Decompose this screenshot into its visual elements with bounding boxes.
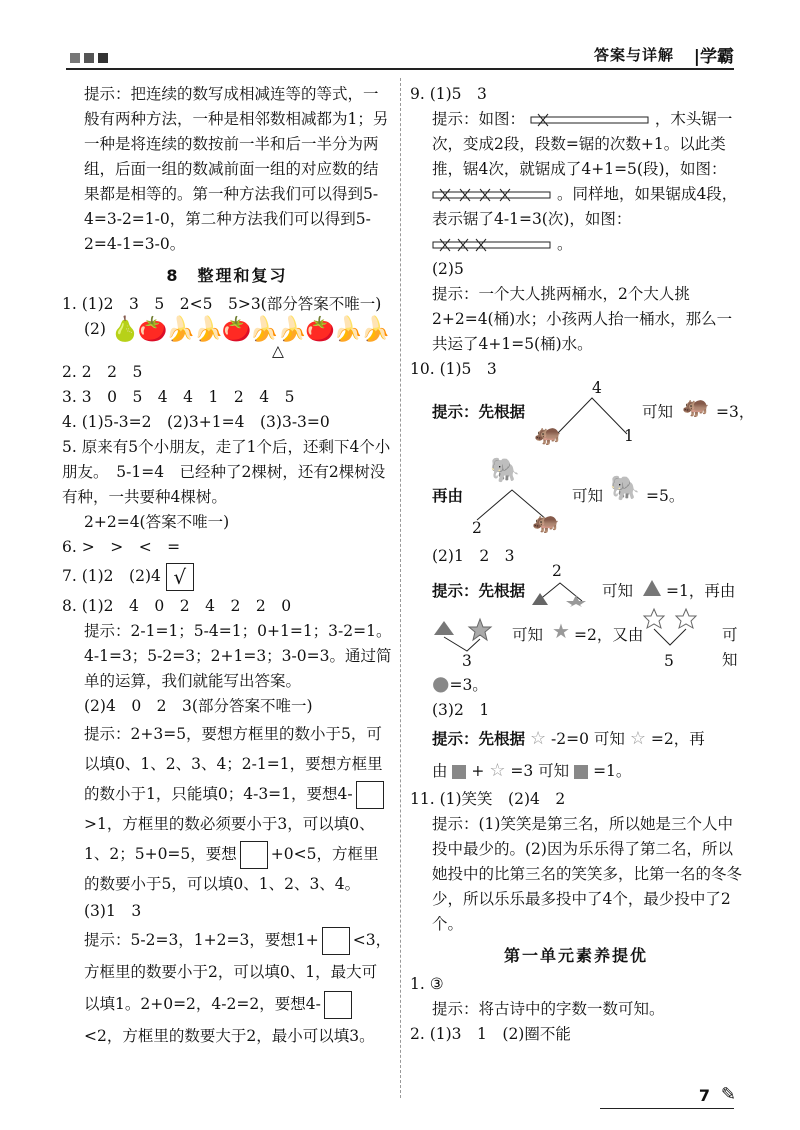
q10-hint3 (410, 723, 742, 787)
q1-line: 1. (1)2 3 5 2<5 5>3(部分答案不唯一) (62, 295, 382, 313)
q9-part2: (2)5 (432, 260, 464, 278)
triangle-icon (642, 579, 662, 597)
q8-hint3-b: <3，方框里的数要小于2，可以填0、1，最大可以填1。2+0=2，4-2=2，要想4- (84, 931, 392, 1013)
q4-line: 4. (1)5-3=2 (2)3+1=4 (3)3-3=0 (62, 413, 330, 431)
q10-hint3-d: 由 (432, 762, 448, 780)
q1-part2-label: (2) (84, 320, 106, 338)
s1-line: 1. ③ (410, 975, 444, 993)
q10-part3: (3)2 1 (432, 701, 490, 719)
star-icon: ☆ (489, 760, 506, 781)
q8-hint3-a: 提示：5-2=3，1+2=3，要想1+ (84, 931, 319, 949)
star-circle-split-icon (642, 607, 702, 651)
q8-hint2 (62, 719, 392, 899)
q10-num2: 2 (472, 519, 482, 537)
q9-hint1-b: ，木头锯一次，变成2段，段数=锯的次数+1。以此类推，锯4次，就锯成了4+1=5(段)，如图： (432, 110, 733, 178)
hippo-icon: 🦛 (532, 510, 560, 535)
answer-box (322, 927, 350, 955)
q1-fruits-row (62, 317, 392, 342)
answer-box (240, 841, 268, 869)
q8-hint2-c: +0<5，方框里的数要小于5，可以填0、1、2、3、4。 (84, 845, 379, 893)
q10-eq3: =3， (716, 403, 755, 421)
q9-hint1-d: 。 (556, 235, 573, 253)
wood-saw-4-image (432, 188, 552, 202)
q8-line: 8. (1)2 4 0 2 4 2 2 0 (62, 597, 292, 615)
header-decoration (70, 53, 108, 63)
q10-kz-3: 可知 (602, 582, 634, 600)
q10-kz-5: 可知 (722, 626, 738, 669)
q7-check-box: √ (166, 563, 194, 591)
q10-hint3-f: =3 可知 (510, 762, 570, 780)
q10-part2: (2)1 2 3 (432, 547, 515, 565)
answer-box (324, 991, 352, 1019)
q10-diagram2 (432, 456, 742, 544)
answer-box (356, 781, 384, 809)
square-icon (574, 765, 588, 779)
q10-hint3-label: 提示：先根据 (432, 730, 526, 748)
pencil-icon: ✎ (720, 1084, 736, 1105)
q10-b5: 5 (664, 652, 674, 670)
q10-eq1: =1，再由 (666, 582, 736, 600)
q10-eq3b-line (410, 671, 742, 698)
q10-diagram4 (432, 613, 742, 671)
q2-line: 2. 2 2 5 (62, 363, 143, 381)
q9-hint1 (410, 107, 742, 257)
q10-hint1-label: 提示：先根据 (432, 403, 526, 421)
left-column (62, 82, 392, 1052)
q10-eq5: =5。 (646, 487, 685, 505)
q5-equation: 2+2=4(答案不唯一) (84, 513, 230, 531)
split-triangle-star-icon (532, 579, 592, 607)
hippo-icon: 🦛 (534, 422, 562, 447)
q11-hint: 提示：(1)笑笑是第三名，所以她是三个人中投中最少的。(2)因为乐乐得了第二名，所以她投中的比第三名的笑笑多，比第一名的冬冬少，所以乐乐最多投中了4个，最少投中了2个。 (432, 815, 743, 933)
q10-hint3-c: =2，再 (650, 730, 705, 748)
q8-part2: (2)4 0 2 3(部分答案不唯一) (84, 697, 313, 715)
q9-line: 9. (1)5 3 (410, 85, 487, 103)
q10-hint3-g: =1。 (593, 762, 632, 780)
q10-kz-4: 可知 (512, 626, 544, 644)
star-icon: ☆ (529, 728, 547, 749)
q10-top-number: 4 (592, 379, 602, 397)
s2-line: 2. (1)3 1 (2)圈不能 (410, 1025, 571, 1043)
q10-eq2: =2，又由 (574, 626, 644, 644)
square-icon (452, 765, 466, 779)
q9-hint1-c: 。同样地，如果锯成4段，表示锯了4-1=3(次)，如图： (432, 185, 738, 228)
elephant-icon: 🐘 (490, 456, 520, 484)
q11-line: 11. (1)笑笑 (2)4 2 (410, 790, 566, 808)
q10-b3: 3 (462, 652, 472, 670)
star-icon: ☆ (629, 728, 646, 749)
section-title: 8 整理和复习 (166, 266, 288, 285)
q9-hint1-a: 提示：如图： (432, 110, 526, 128)
hint-paragraph: 提示：把连续的数写成相减连等的等式，一般有两种方法，一种是相邻数相减都为1；另一种是将连续的数按前一半和后一半分为两组，后面一组的数减前面一组的对应数的结果都是相等的。第一种方法我们可以得到5-4=3-2=1-0，第二种方法我们可以得到5-2=4-1=3-0。 (84, 85, 389, 253)
q6-line: 6. > > < = (62, 538, 181, 556)
q1-triangle-mark: △ (272, 342, 284, 360)
triangle-star-split-icon (432, 613, 512, 653)
q8-hint3-c: <2，方框里的数要大于2，最小可以填3。 (84, 1027, 375, 1045)
q8-hint2-a: 提示：2+3=5，要想方框里的数小于5，可以填0、1、2、3、4；2-1=1，要想方框里的数小于1，只能填0；4-3=1，要想4- (84, 725, 383, 803)
q8-hint1: 提示：2-1=1；5-4=1；0+1=1；3-2=1。4-1=3；5-2=3；2+1=3；3-0=3。通过简单的运算，我们就能写出答案。 (84, 622, 392, 690)
split-lines-icon (552, 396, 632, 436)
wood-saw-3-image (432, 238, 552, 252)
q7-text: 7. (1)2 (2)4 (62, 567, 161, 585)
fruit-sequence-image: 🍐🍅🍌🍌🍅🍌🍌🍅🍌🍌 (109, 315, 389, 343)
q10-hint3-b: -2=0 可知 (551, 730, 625, 748)
q3-line: 3. 3 0 5 4 4 1 2 4 5 (62, 388, 295, 406)
q8-hint3 (62, 924, 392, 1052)
q10-zaiyou-label: 再由 (432, 487, 464, 505)
s1-hint: 提示：将古诗中的字数一数可知。 (432, 1000, 665, 1018)
q10-bottom-number: 1 (624, 427, 634, 445)
header-title: 答案与详解 (593, 46, 674, 64)
q10-diagram1 (432, 379, 755, 462)
q10-kz-1: 可知 (642, 403, 674, 421)
q10-eq3b: =3。 (449, 676, 488, 694)
q10-hint2-label: 提示：先根据 (432, 582, 526, 600)
q10-hint3-e: + (471, 762, 485, 780)
q8-part3: (3)1 3 (84, 902, 142, 920)
header-brand: |学霸 (693, 47, 734, 67)
q7-line (62, 563, 392, 591)
right-column (410, 82, 755, 1047)
section2-title: 第一单元素养提优 (503, 946, 648, 965)
q5-line: 5. 原来有5个小朋友，走了1个后，还剩下4个小朋友。 5-1=4 已经种了2棵树，还有2棵树没有种，一共要种4棵树。 (62, 438, 391, 506)
hippo-icon: 🦛 (682, 394, 710, 419)
q10-kz-2: 可知 (572, 487, 604, 505)
q8-hint2-b: >1，方框里的数必须要小于3，可以填0、1、2；5+0=5，要想 (84, 815, 375, 863)
circle-icon: ● (432, 671, 450, 695)
column-divider (400, 78, 401, 1098)
elephant-icon: 🐘 (610, 474, 640, 502)
star-icon: ★ (552, 619, 570, 643)
footer-rule (600, 1108, 734, 1109)
page-number: 7 (698, 1086, 710, 1105)
q10-top2: 2 (552, 562, 562, 580)
q9-hint2: 提示：一个大人挑两桶水，2个大人挑2+2=4(桶)水；小孩两人抬一桶水，那么一共运了4+1=5(桶)水。 (432, 285, 733, 353)
header-rule (66, 68, 734, 70)
wood-saw-1-image (530, 113, 650, 127)
q10-line: 10. (1)5 3 (410, 360, 497, 378)
